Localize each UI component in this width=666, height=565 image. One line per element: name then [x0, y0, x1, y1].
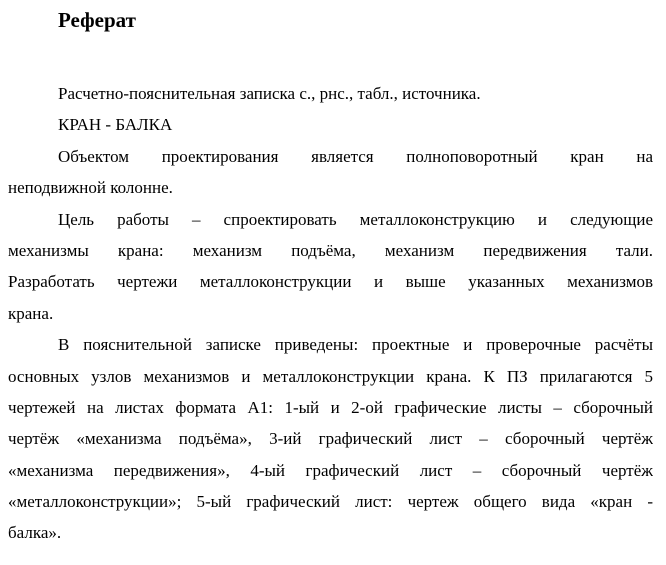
paragraph-line: Цель работы – спроектировать металлоконструкцию и следующие [58, 209, 653, 229]
paragraph-line: механизмы крана: механизм подъёма, механизм передвижения тали. [8, 240, 653, 260]
title-line: КРАН - БАЛКА [58, 115, 173, 135]
paragraph-line: крана. [8, 303, 54, 323]
paragraph-line: чертежей на листах формата А1: 1-ый и 2-ой графические листы – сборочный [8, 397, 653, 417]
paragraph-line: «металлоконструкции»; 5-ый графический лист: чертеж общего вида «кран - [8, 492, 653, 512]
paragraph-line: балка». [8, 523, 62, 543]
paragraph-goal [8, 204, 653, 330]
paragraph-object [8, 141, 653, 204]
document-heading: Реферат [58, 8, 136, 32]
paragraph-line: Разработать чертежи металлоконструкции и выше указанных механизмов [8, 272, 653, 292]
paragraph-line: чертёж «механизма подъёма», 3-ий графический лист – сборочный чертёж [8, 429, 653, 449]
paragraph-line: основных узлов механизмов и металлоконструкции крана. К ПЗ прилагаются 5 [8, 366, 653, 386]
paragraph-line: неподвижной колонне. [8, 178, 173, 198]
paragraph-line: В пояснительной записке приведены: проектные и проверочные расчёты [58, 335, 653, 355]
summary-line: Расчетно-пояснительная записка с., рнс., табл., источника. [58, 84, 481, 103]
paragraph-contents [8, 329, 653, 549]
paragraph-line: «механизма передвижения», 4-ый графический лист – сборочный чертёж [8, 460, 653, 480]
paragraph-line: Объектом проектирования является полноповоротный кран на [58, 146, 653, 166]
document-body [8, 78, 653, 549]
